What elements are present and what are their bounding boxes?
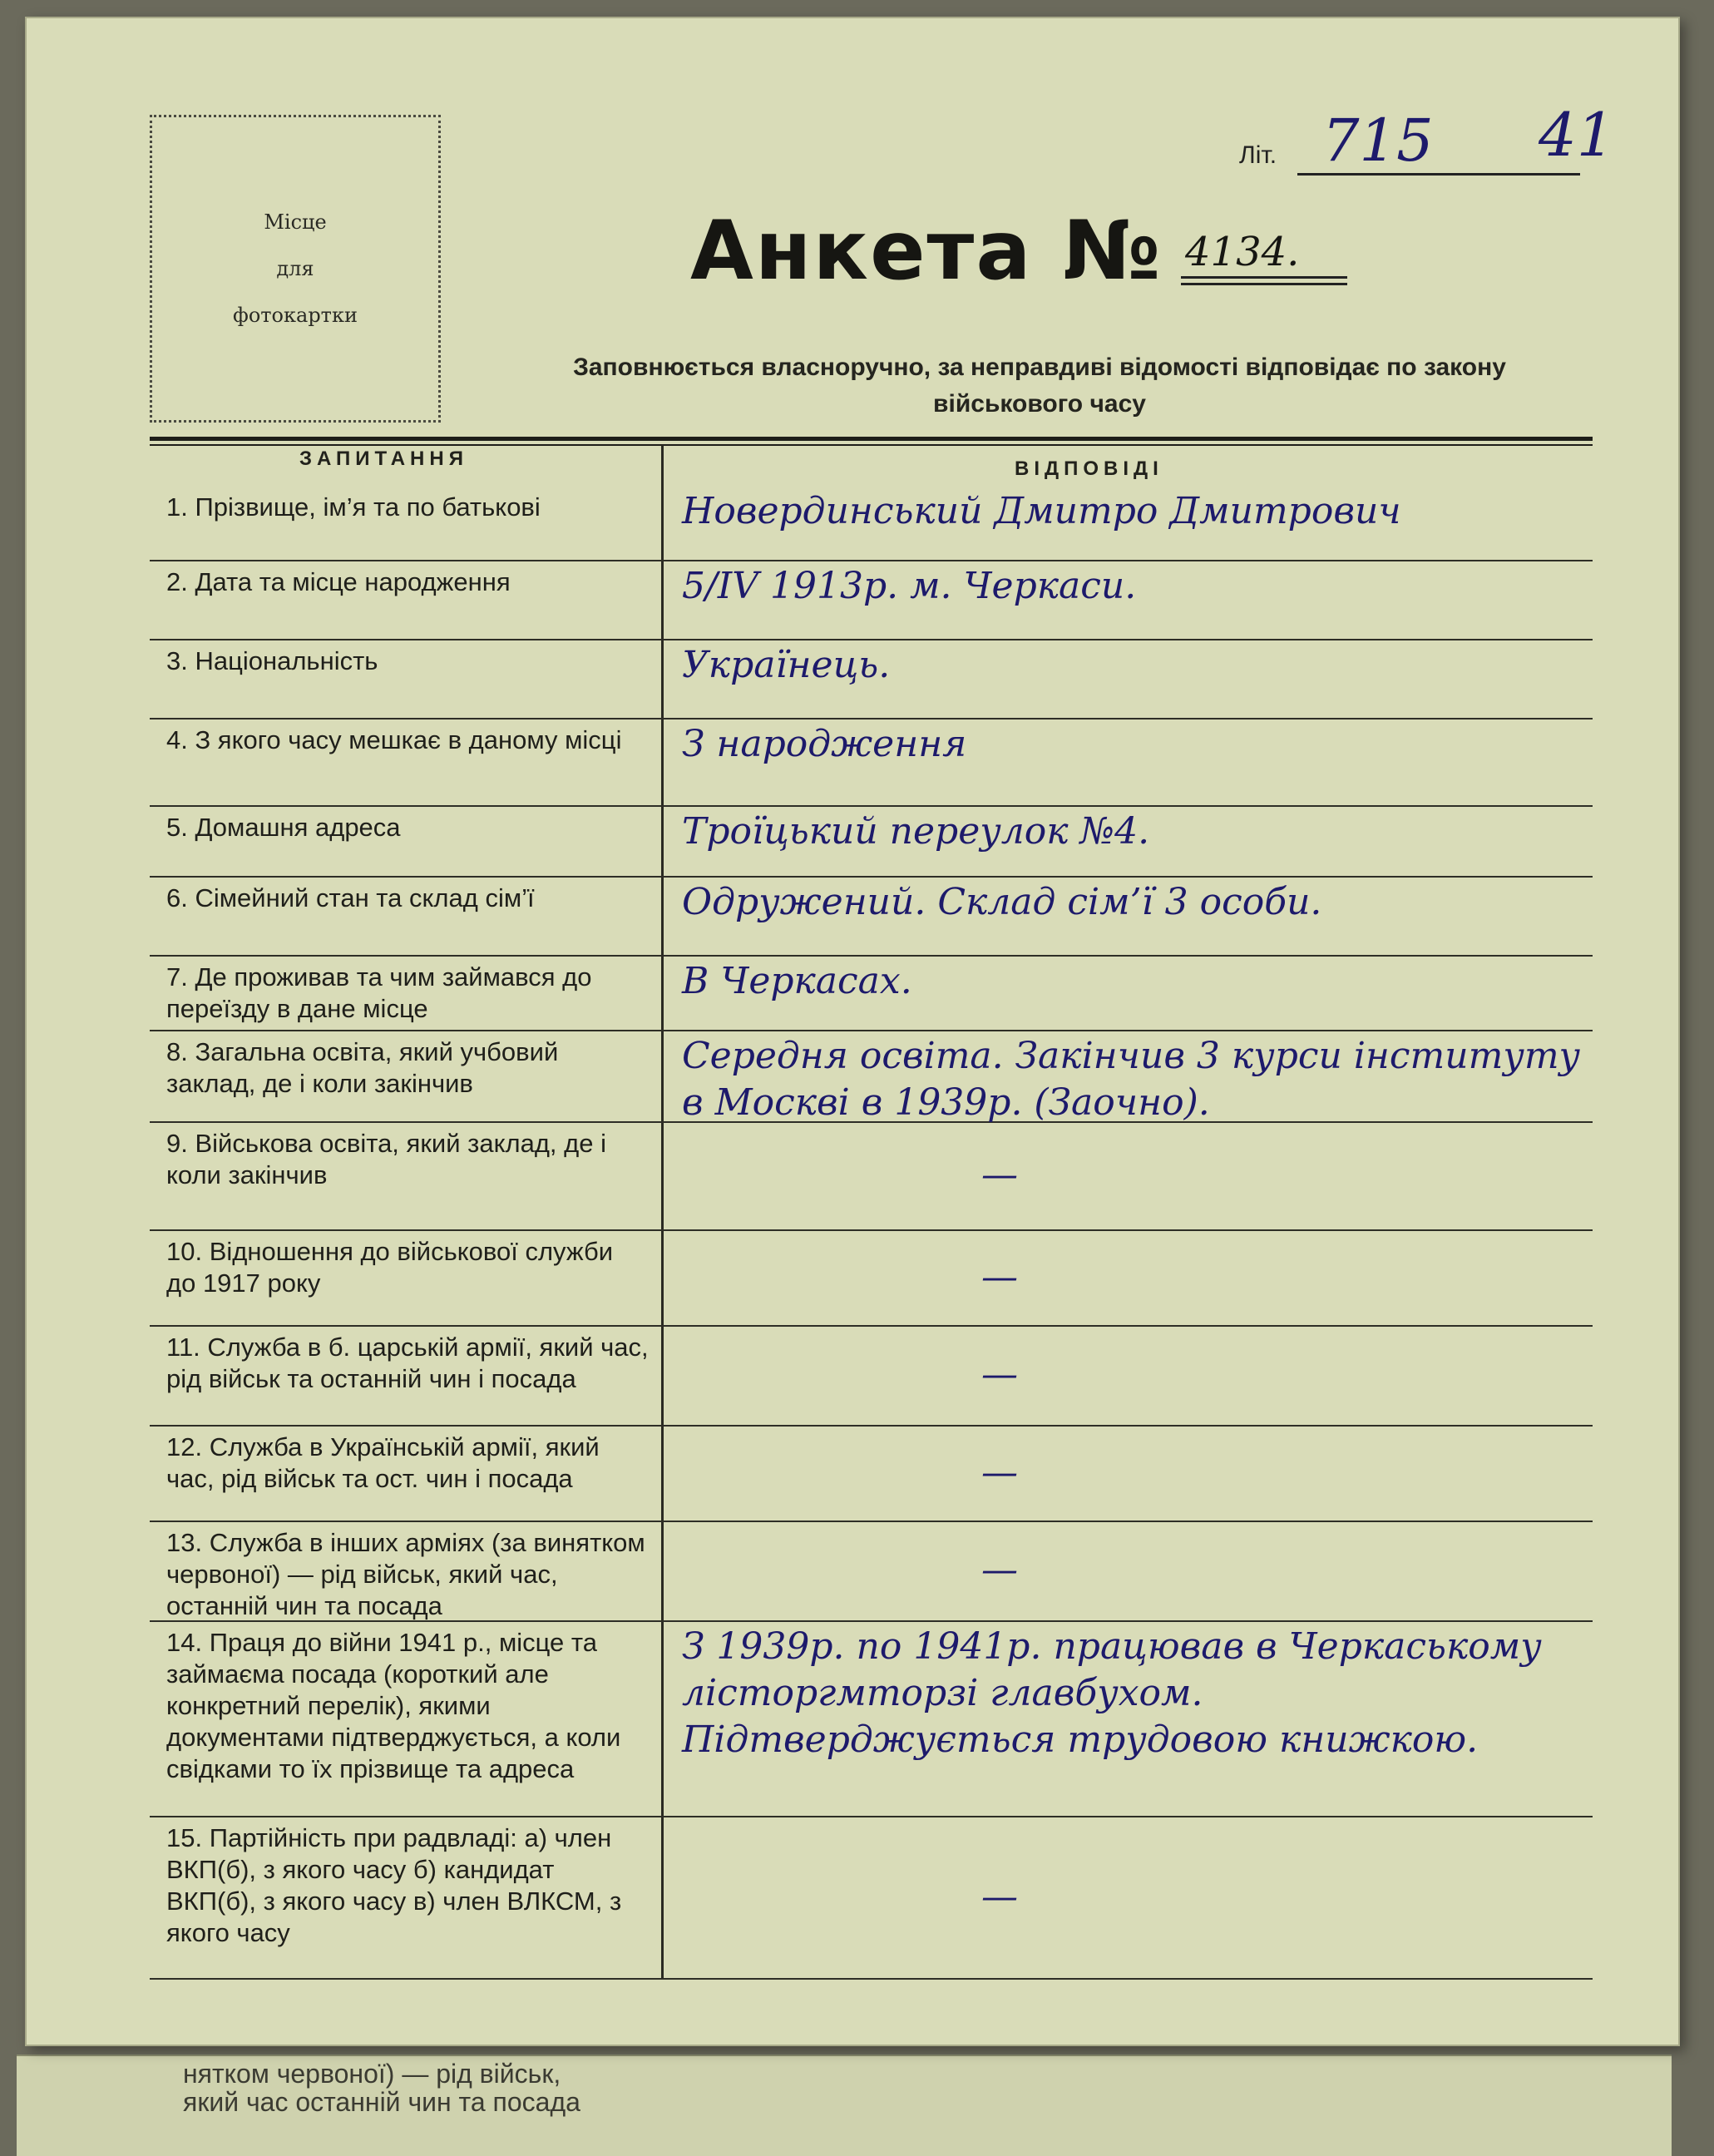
question-label: 5. Домашня адреса (166, 813, 401, 842)
answer-text: З 1939р. по 1941р. працював в Черкаському лісторгмторзі главбухом. Підтверджується трудовою книжкою. (682, 1625, 1542, 1761)
answer-text: Українець. (682, 644, 891, 686)
number-underline (1181, 276, 1347, 279)
page-title: Анкета № (690, 204, 1163, 299)
questions-header: ЗАПИТАННЯ (299, 448, 468, 470)
number-underline-2 (1181, 283, 1347, 285)
table-row (150, 561, 1593, 640)
table-row (150, 1231, 1593, 1327)
answer-text: — (981, 1875, 1018, 1918)
table-row (150, 1427, 1593, 1522)
table-row (150, 1123, 1593, 1231)
table-row (150, 1622, 1593, 1817)
answer-text: Новердинський Дмитро Дмитрович (682, 490, 1401, 532)
question-label: 9. Військова освіта, який заклад, де і коли закінчив (166, 1129, 606, 1189)
question-label: 8. Загальна освіта, який учбовий заклад, де і коли закінчив (166, 1037, 559, 1098)
question-label: 15. Партійність при радвладі: а) член ВКП(б), з якого часу б) кандидат ВКП(б), з якого часу в) член ВЛКСМ, з якого часу (166, 1823, 622, 1947)
table-row (150, 878, 1593, 957)
underlying-page (17, 2055, 1672, 2156)
underlying-page-text-2: який час останній чин та посада (183, 2087, 580, 2117)
table-row (150, 640, 1593, 719)
question-label: 13. Служба в інших арміях (за винятком червоної) — рід військ, який час, останній чин та посада (166, 1528, 645, 1620)
question-label: 2. Дата та місце народження (166, 567, 511, 596)
table-row (150, 1522, 1593, 1622)
question-label: 6. Сімейний стан та склад сім’ї (166, 883, 535, 912)
form-number: 4134. (1185, 229, 1300, 275)
question-label: 11. Служба в б. царській армії, який час, рід військ та останній чин і посада (166, 1333, 649, 1393)
question-label: 1. Прізвище, ім’я та по батькові (166, 492, 541, 522)
lit-label: Літ. (1239, 141, 1277, 169)
questionnaire-sheet (25, 17, 1680, 2046)
answer-text: — (981, 1154, 1018, 1196)
question-label: 14. Праця до війни 1941 р., місце та займаєма посада (короткий але конкретний перелік), якими документами підтверджується, а коли свідками то їх прізвище та адреса (166, 1628, 621, 1783)
answer-text: — (981, 1451, 1018, 1494)
table-row (150, 1031, 1593, 1123)
table-row (150, 807, 1593, 878)
header-rule (150, 437, 1593, 441)
photo-label-1: Місце (264, 210, 327, 234)
subtitle-line-2: військового часу (933, 390, 1146, 418)
table-row (150, 1327, 1593, 1427)
page-subtitle (491, 349, 1588, 423)
question-label: 4. З якого часу мешкає в даному місці (166, 725, 622, 754)
answer-text: З народження (682, 723, 967, 765)
answer-text: Одружений. Склад сім’ї 3 особи. (682, 881, 1322, 923)
lit-value-1: 715 (1322, 106, 1434, 175)
underlying-page-text-1: нятком червоної) — рід військ, (183, 2059, 561, 2089)
answer-text: — (981, 1549, 1018, 1591)
photo-label-3: фотокартки (233, 304, 358, 327)
answers-header: ВІДПОВІДІ (1015, 457, 1163, 480)
answer-text: В Черкасах. (682, 960, 912, 1002)
photo-label-2: для (276, 257, 314, 280)
table-row (150, 719, 1593, 807)
table-row (150, 1817, 1593, 1980)
question-label: 10. Відношення до військової служби до 1917 року (166, 1237, 614, 1298)
answer-text: Троїцький переулок №4. (682, 810, 1150, 853)
subtitle-line-1: Заповнюється власноручно, за неправдиві відомості відповідає по закону (573, 354, 1506, 381)
table-row (150, 487, 1593, 561)
answer-text: 5/IV 1913р. м. Черкаси. (682, 565, 1137, 607)
answer-text: — (981, 1255, 1018, 1298)
answer-text: — (981, 1353, 1018, 1396)
photo-placeholder (150, 115, 441, 423)
question-label: 7. Де проживав та чим займався до переїзду в дане місце (166, 962, 592, 1023)
header-rule-thin (150, 444, 1593, 446)
answer-text: Середня освіта. Закінчив 3 курси інституту в Москві в 1939р. (Заочно). (682, 1035, 1581, 1124)
question-label: 3. Національність (166, 646, 378, 675)
lit-value-2: 41 (1539, 100, 1615, 170)
question-label: 12. Служба в Українській армії, який час, рід військ та ост. чин і посада (166, 1432, 600, 1493)
table-row (150, 957, 1593, 1031)
